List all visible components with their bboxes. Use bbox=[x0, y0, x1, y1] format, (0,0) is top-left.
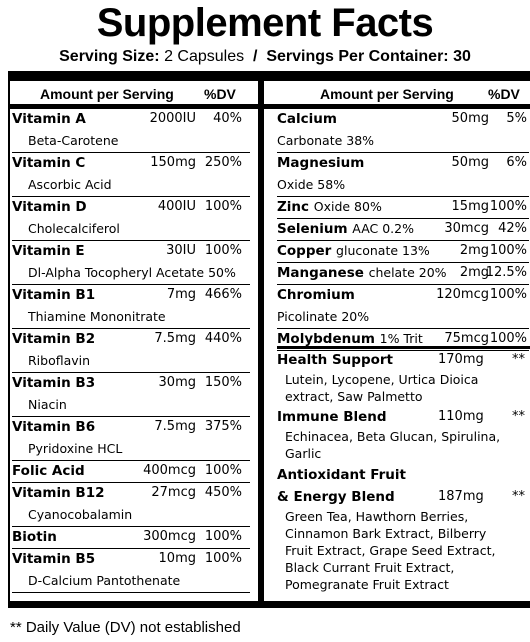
nutrient-main-line bbox=[12, 152, 250, 174]
blend-dv: ** bbox=[512, 409, 525, 424]
nutrient-amount: 15mg bbox=[451, 199, 489, 214]
blend-name: Antioxidant Fruit bbox=[277, 467, 406, 483]
nutrient-amount: 10mg bbox=[158, 551, 196, 566]
nutrient-name bbox=[277, 196, 382, 218]
blend-ingredient-line: Echinacea, Beta Glucan, Spirulina, bbox=[285, 429, 501, 444]
nutrient-main-line bbox=[12, 328, 250, 350]
nutrient-name-text: Vitamin B1 bbox=[12, 287, 96, 303]
nutrient-source: Ascorbic Acid bbox=[28, 177, 112, 192]
blend-ingredient-line: extract, Saw Palmetto bbox=[285, 389, 423, 404]
right-dv-header: %DV bbox=[488, 86, 520, 102]
nutrient-main-line bbox=[12, 526, 250, 548]
nutrient-name-text: Vitamin B6 bbox=[12, 419, 96, 435]
daily-value-footnote: ** Daily Value (DV) not established bbox=[10, 619, 241, 636]
serving-separator: / bbox=[253, 48, 258, 65]
nutrient-name bbox=[12, 416, 95, 438]
nutrient-name-text: Molybdenum bbox=[277, 331, 375, 347]
nutrient-amount: 30mcg bbox=[444, 221, 489, 236]
nutrient-source: Carbonate 38% bbox=[277, 133, 375, 148]
nutrient-amount: 2000IU bbox=[149, 111, 196, 126]
nutrient-name-text: Folic Acid bbox=[12, 463, 85, 479]
nutrient-dv: 100% bbox=[204, 243, 242, 258]
nutrient-main-line bbox=[12, 548, 250, 570]
nutrient-name-text: Copper bbox=[277, 243, 332, 259]
nutrient-source: D-Calcium Pantothenate bbox=[28, 573, 181, 588]
nutrient-main-line bbox=[277, 284, 529, 306]
blend-name: Health Support bbox=[277, 352, 394, 368]
nutrient-source: Picolinate 20% bbox=[277, 309, 370, 324]
blend-ingredient-line: Fruit Extract, Grape Seed Extract, bbox=[285, 543, 496, 558]
nutrient-main-line bbox=[277, 108, 529, 130]
bottom-thick-rule bbox=[8, 601, 530, 608]
nutrient-row bbox=[12, 240, 250, 285]
blend-ingredients bbox=[277, 428, 529, 462]
nutrient-form: gluconate 13% bbox=[336, 243, 430, 258]
nutrient-main-line bbox=[12, 108, 250, 130]
nutrient-source: Thiamine Mononitrate bbox=[28, 309, 166, 324]
nutrient-name-text: Biotin bbox=[12, 529, 57, 545]
nutrient-row bbox=[12, 196, 250, 241]
serving-size-value: 2 Capsules bbox=[164, 48, 245, 65]
nutrient-form: Oxide 80% bbox=[313, 199, 382, 214]
nutrient-name-text: Calcium bbox=[277, 111, 337, 127]
nutrient-amount: 7mg bbox=[166, 287, 196, 302]
nutrient-dv: 12.5% bbox=[485, 265, 527, 280]
nutrient-row bbox=[277, 108, 529, 153]
nutrient-source: Cholecalciferol bbox=[28, 221, 120, 236]
nutrient-name bbox=[12, 152, 85, 174]
nutrient-dv: 440% bbox=[204, 331, 242, 346]
blend-block bbox=[277, 349, 529, 405]
nutrient-form: chelate 20% bbox=[368, 265, 447, 280]
nutrient-dv: 6% bbox=[506, 155, 527, 170]
nutrient-main-line bbox=[12, 482, 250, 504]
blend-amount: 187mg bbox=[438, 489, 484, 504]
nutrient-name bbox=[12, 108, 86, 130]
nutrient-amount: 75mcg bbox=[444, 331, 489, 346]
nutrient-dv: 40% bbox=[213, 111, 242, 126]
nutrient-name bbox=[12, 548, 95, 570]
nutrient-name bbox=[277, 328, 423, 350]
nutrient-name-text: Vitamin E bbox=[12, 243, 85, 259]
nutrient-form: 1% Trit bbox=[379, 331, 423, 346]
nutrient-row bbox=[12, 416, 250, 461]
nutrient-main-line bbox=[12, 284, 250, 306]
nutrient-dv: 100% bbox=[489, 331, 527, 346]
nutrient-amount: 120mcg bbox=[436, 287, 489, 302]
nutrient-row bbox=[12, 328, 250, 373]
nutrient-amount: 2mg bbox=[459, 243, 489, 258]
blend-block bbox=[277, 406, 529, 462]
nutrient-name bbox=[277, 218, 414, 240]
nutrient-name bbox=[12, 482, 104, 504]
nutrient-row bbox=[277, 284, 529, 329]
nutrient-source: Beta-Carotene bbox=[28, 133, 119, 148]
nutrient-row bbox=[12, 108, 250, 153]
nutrient-main-line bbox=[277, 218, 529, 240]
blend-ingredients bbox=[277, 371, 529, 405]
top-thick-rule bbox=[8, 71, 530, 81]
nutrient-dv: 100% bbox=[489, 243, 527, 258]
blend-name: Immune Blend bbox=[277, 409, 387, 425]
nutrient-row bbox=[12, 284, 250, 329]
left-amount-header: Amount per Serving bbox=[40, 86, 174, 102]
nutrient-name-text: Magnesium bbox=[277, 155, 365, 171]
blend-name-cont: & Energy Blend bbox=[277, 489, 395, 505]
nutrient-amount: 150mg bbox=[150, 155, 196, 170]
nutrient-name-text: Selenium bbox=[277, 221, 348, 237]
nutrient-name-text: Vitamin A bbox=[12, 111, 86, 127]
nutrient-row bbox=[277, 196, 529, 219]
center-divider bbox=[258, 81, 264, 608]
nutrient-row bbox=[277, 328, 529, 351]
blend-main-line bbox=[277, 406, 529, 428]
blend-amount: 170mg bbox=[438, 352, 484, 367]
serving-line bbox=[0, 46, 530, 68]
nutrient-source: Oxide 58% bbox=[277, 177, 346, 192]
nutrient-dv: 100% bbox=[489, 199, 527, 214]
servings-per-container: Servings Per Container: 30 bbox=[266, 48, 471, 65]
blend-main-line bbox=[277, 349, 529, 371]
nutrient-amount: 30IU bbox=[166, 243, 196, 258]
blend-ingredient-line: Black Currant Fruit Extract, bbox=[285, 560, 455, 575]
nutrient-amount: 27mcg bbox=[151, 485, 196, 500]
nutrient-main-line bbox=[12, 460, 250, 482]
blend-ingredient-line: Cinnamon Bark Extract, Bilberry bbox=[285, 526, 487, 541]
nutrient-dv: 100% bbox=[204, 463, 242, 478]
nutrient-amount: 30mg bbox=[158, 375, 196, 390]
nutrient-form: AAC 0.2% bbox=[352, 221, 414, 236]
nutrient-main-line bbox=[12, 416, 250, 438]
nutrient-name-text: Vitamin B3 bbox=[12, 375, 96, 391]
nutrient-main-line bbox=[277, 152, 529, 174]
nutrient-dv: 100% bbox=[489, 287, 527, 302]
nutrient-name bbox=[12, 240, 85, 262]
blend-ingredient-line: Green Tea, Hawthorn Berries, bbox=[285, 509, 469, 524]
nutrient-dv: 375% bbox=[204, 419, 242, 434]
nutrient-name bbox=[277, 262, 447, 284]
nutrient-name-text: Vitamin D bbox=[12, 199, 87, 215]
supplement-title: Supplement Facts bbox=[96, 1, 434, 45]
nutrient-row bbox=[12, 548, 250, 593]
nutrient-name-text: Chromium bbox=[277, 287, 355, 303]
blend-main-line bbox=[277, 486, 529, 508]
nutrient-row bbox=[12, 460, 250, 483]
left-dv-header: %DV bbox=[204, 86, 236, 102]
blend-dv: ** bbox=[512, 489, 525, 504]
blend-ingredients bbox=[277, 508, 529, 593]
nutrient-dv: 466% bbox=[204, 287, 242, 302]
nutrient-main-line bbox=[277, 328, 529, 350]
nutrient-row bbox=[277, 262, 529, 285]
nutrient-dv: 100% bbox=[204, 199, 242, 214]
blend-amount: 110mg bbox=[438, 409, 484, 424]
nutrient-name-text: Zinc bbox=[277, 199, 310, 215]
nutrient-source: Pyridoxine HCL bbox=[28, 441, 123, 456]
nutrient-row bbox=[12, 482, 250, 527]
nutrient-row bbox=[12, 526, 250, 549]
nutrient-name-text: Vitamin C bbox=[12, 155, 86, 171]
right-amount-header: Amount per Serving bbox=[320, 86, 454, 102]
nutrient-name-text: Vitamin B12 bbox=[12, 485, 105, 501]
nutrient-dv: 42% bbox=[498, 221, 527, 236]
nutrient-name bbox=[12, 372, 95, 394]
blend-ingredient-line: Lutein, Lycopene, Urtica Dioica bbox=[285, 372, 479, 387]
nutrient-dv: 150% bbox=[204, 375, 242, 390]
nutrient-amount: 2mg bbox=[459, 265, 489, 280]
nutrient-row bbox=[12, 152, 250, 197]
nutrient-row bbox=[12, 372, 250, 417]
nutrient-main-line bbox=[277, 262, 529, 284]
nutrient-amount: 7.5mg bbox=[154, 331, 196, 346]
blend-dv: ** bbox=[512, 352, 525, 367]
nutrient-name-text: Manganese bbox=[277, 265, 364, 281]
nutrient-source: Cyanocobalamin bbox=[28, 507, 133, 522]
nutrient-dv: 100% bbox=[204, 529, 242, 544]
nutrient-name bbox=[277, 108, 337, 130]
nutrient-amount: 50mg bbox=[451, 111, 489, 126]
nutrient-dv: 250% bbox=[204, 155, 242, 170]
nutrient-dv: 450% bbox=[204, 485, 242, 500]
nutrient-amount: 7.5mg bbox=[154, 419, 196, 434]
left-edge-rule bbox=[8, 81, 10, 601]
serving-size-label: Serving Size: bbox=[59, 48, 160, 65]
nutrient-row bbox=[277, 218, 529, 241]
nutrient-source: Riboflavin bbox=[28, 353, 91, 368]
blend-ingredient-line: Pomegranate Fruit Extract bbox=[285, 577, 449, 592]
nutrient-amount: 400mcg bbox=[143, 463, 196, 478]
nutrient-name bbox=[277, 240, 430, 262]
nutrient-row bbox=[277, 240, 529, 263]
nutrient-name bbox=[277, 284, 355, 306]
nutrient-name bbox=[12, 328, 95, 350]
nutrient-main-line bbox=[277, 240, 529, 262]
nutrient-name bbox=[12, 460, 85, 482]
nutrient-name-text: Vitamin B2 bbox=[12, 331, 96, 347]
nutrient-main-line bbox=[12, 240, 250, 262]
nutrient-name bbox=[277, 152, 364, 174]
nutrient-amount: 400IU bbox=[157, 199, 196, 214]
nutrient-name bbox=[12, 526, 57, 548]
blend-name-line bbox=[277, 464, 529, 486]
blend-ingredient-line: Garlic bbox=[285, 446, 322, 461]
nutrient-amount: 50mg bbox=[451, 155, 489, 170]
nutrient-source: Dl-Alpha Tocopheryl Acetate 50% bbox=[28, 265, 236, 280]
nutrient-name-text: Vitamin B5 bbox=[12, 551, 96, 567]
nutrient-main-line bbox=[12, 196, 250, 218]
nutrient-main-line bbox=[12, 372, 250, 394]
nutrient-amount: 300mcg bbox=[143, 529, 196, 544]
nutrient-main-line bbox=[277, 196, 529, 218]
blend-block bbox=[277, 464, 529, 593]
nutrient-row bbox=[277, 152, 529, 197]
nutrient-name bbox=[12, 284, 95, 306]
nutrient-dv: 5% bbox=[506, 111, 527, 126]
nutrient-source: Niacin bbox=[28, 397, 67, 412]
nutrient-name bbox=[12, 196, 87, 218]
nutrient-dv: 100% bbox=[204, 551, 242, 566]
